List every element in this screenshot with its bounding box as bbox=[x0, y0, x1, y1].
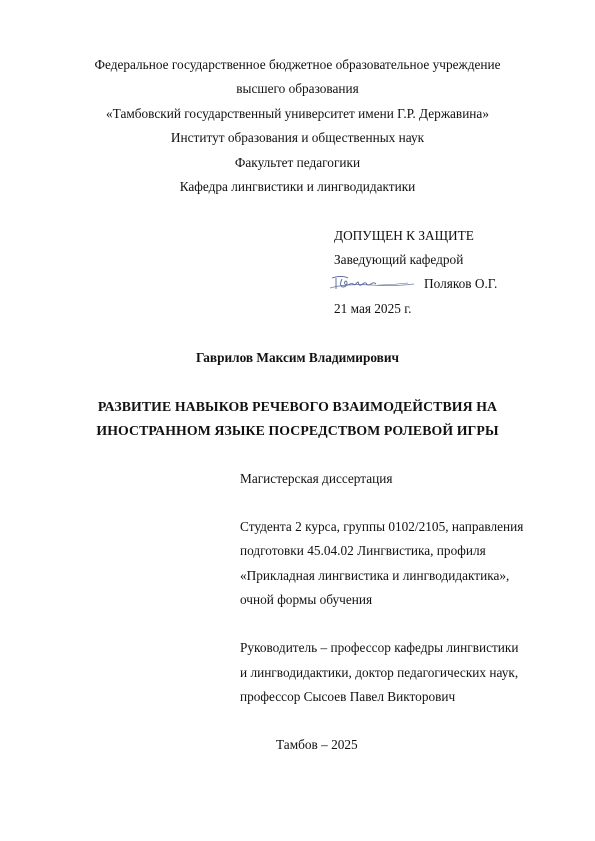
department-name: Кафедра лингвистики и лингводидактики bbox=[179, 179, 416, 194]
approval-position: Заведующий кафедрой bbox=[334, 252, 464, 267]
institute-name: Институт образования и общественных наук bbox=[170, 130, 425, 145]
institution-type: Федеральное государственное бюджетное образовательное учреждение bbox=[94, 57, 501, 72]
thesis-title-line-1: РАЗВИТИЕ НАВЫКОВ РЕЧЕВОГО ВЗАИМОДЕЙСТВИЯ НА bbox=[97, 399, 498, 414]
student-info-line-2: подготовки 45.04.02 Лингвистика, профиля bbox=[240, 543, 486, 558]
student-info-line-1: Студента 2 курса, группы 0102/2105, направления bbox=[240, 519, 524, 534]
student-info-line-3: «Прикладная лингвистика и лингводидактика», bbox=[240, 568, 510, 583]
university-name: «Тамбовский государственный университет имени Г.Р. Державина» bbox=[106, 106, 489, 121]
supervisor-line-1: Руководитель – профессор кафедры лингвистики bbox=[240, 640, 519, 655]
approval-date: 21 мая 2025 г. bbox=[334, 301, 412, 316]
supervisor-line-3: профессор Сысоев Павел Викторович bbox=[240, 689, 456, 704]
student-info-line-4: очной формы обучения bbox=[240, 592, 373, 607]
signature-image bbox=[326, 272, 418, 296]
supervisor-line-2: и лингводидактики, доктор педагогических наук, bbox=[240, 665, 519, 680]
city-year: Тамбов – 2025 bbox=[276, 737, 358, 752]
faculty-name: Факультет педагогики bbox=[234, 155, 361, 170]
thesis-type: Магистерская диссертация bbox=[240, 471, 393, 486]
thesis-title-line-2: ИНОСТРАННОМ ЯЗЫКЕ ПОСРЕДСТВОМ РОЛЕВОЙ ИГРЫ bbox=[96, 423, 499, 438]
institution-level: высшего образования bbox=[236, 81, 359, 96]
author-name: Гаврилов Максим Владимирович bbox=[195, 350, 400, 365]
department-head-name: Поляков О.Г. bbox=[424, 276, 498, 291]
approval-status: ДОПУЩЕН К ЗАЩИТЕ bbox=[334, 228, 474, 243]
